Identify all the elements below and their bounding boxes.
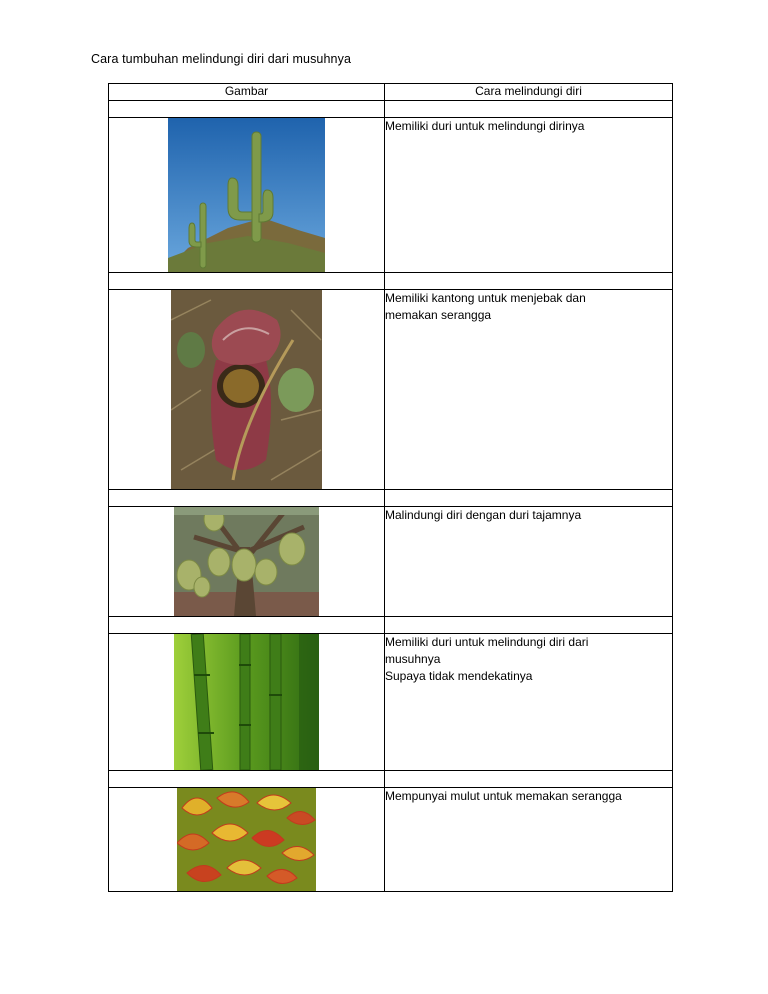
defense-description — [385, 634, 673, 771]
image-cell — [109, 634, 385, 771]
column-header-image: Gambar — [109, 84, 385, 101]
spacer-row — [109, 617, 673, 634]
image-cell — [109, 290, 385, 490]
table-row — [109, 788, 673, 892]
image-cell — [109, 118, 385, 273]
saguaro-cactus-photo — [168, 118, 325, 272]
column-header-defense: Cara melindungi diri — [385, 84, 673, 101]
description-line: memakan serangga — [385, 308, 492, 322]
spacer-row — [109, 771, 673, 788]
defense-description — [385, 290, 673, 490]
spacer-row — [109, 273, 673, 290]
spacer-row — [109, 101, 673, 118]
description-line: Memiliki duri untuk melindungi dirinya — [385, 119, 585, 133]
table-row — [109, 118, 673, 273]
description-line: Mempunyai mulut untuk memakan serangga — [385, 789, 622, 803]
image-cell — [109, 507, 385, 617]
bamboo-photo — [174, 634, 319, 770]
description-line: Memiliki duri untuk melindungi diri dari — [385, 635, 589, 649]
table-row — [109, 290, 673, 490]
description-line: Malindungi diri dengan duri tajamnya — [385, 508, 582, 522]
pitcher-plant-photo — [171, 290, 322, 489]
table-row — [109, 634, 673, 771]
durian-tree-photo — [174, 507, 319, 616]
header-row — [109, 84, 673, 101]
venus-flytrap-photo — [177, 788, 316, 891]
table-row — [109, 507, 673, 617]
defense-description — [385, 507, 673, 617]
page-title: Cara tumbuhan melindungi diri dari musuhnya — [91, 52, 351, 66]
description-line: Supaya tidak mendekatinya — [385, 669, 533, 683]
plant-defense-table — [108, 83, 673, 892]
defense-description — [385, 788, 673, 892]
spacer-row — [109, 490, 673, 507]
description-line: musuhnya — [385, 652, 441, 666]
image-cell — [109, 788, 385, 892]
defense-description — [385, 118, 673, 273]
description-line: Memiliki kantong untuk menjebak dan — [385, 291, 586, 305]
